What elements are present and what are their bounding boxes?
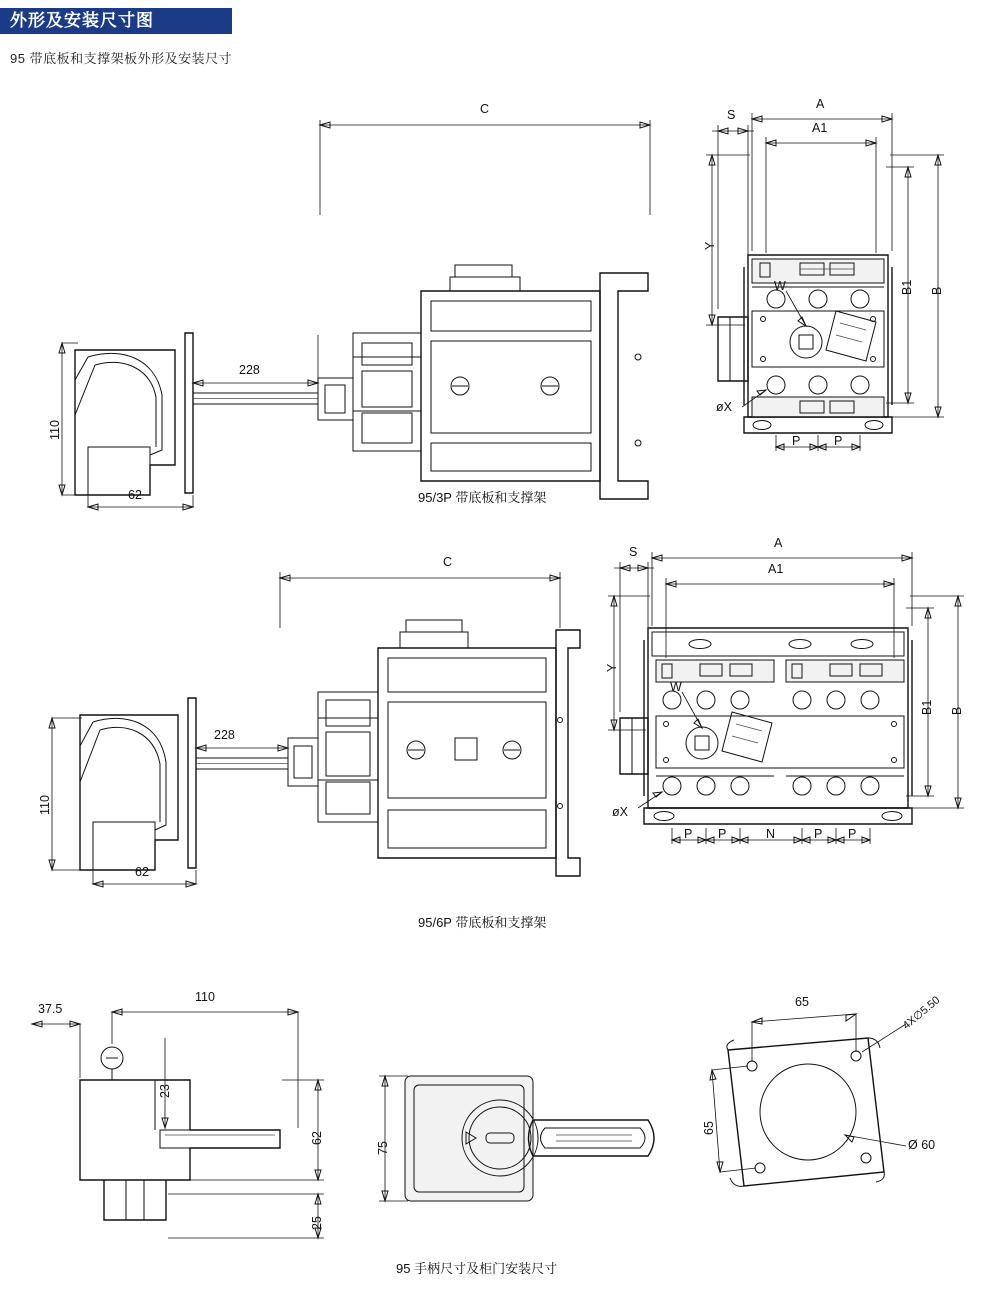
dim-w-95-3p: W [774, 279, 786, 293]
dim-62-95-3p: 62 [128, 488, 142, 502]
dim-25-handle: 25 [310, 1216, 324, 1230]
dim-a-95-3p: A [816, 97, 825, 111]
dim-ox-95-3p: øX [716, 400, 732, 414]
dim-228-95-3p: 228 [239, 363, 260, 377]
dim-a-95-6p: A [774, 536, 783, 550]
dim-n-95-6p: N [766, 827, 776, 841]
dim-37-5-handle: 37.5 [38, 1002, 63, 1016]
figure-handle [0, 980, 1000, 1290]
page-title: 外形及安装尺寸图 [10, 11, 154, 30]
dim-p2-95-6p: P [718, 827, 727, 841]
dim-b1-95-3p: B1 [900, 279, 914, 295]
dim-62-95-6p: 62 [135, 865, 149, 879]
dim-4x-holes-door: 4X∅5.50 [900, 994, 943, 1032]
dim-y-95-3p: Y [703, 241, 717, 250]
figure-handle-drawing [0, 980, 1000, 1290]
dim-75-handle: 75 [376, 1141, 390, 1155]
dim-s-95-6p: S [629, 545, 638, 559]
dim-a1-95-6p: A1 [768, 562, 784, 576]
dim-228-95-6p: 228 [214, 728, 235, 742]
figure-95-3p-drawing [0, 95, 1000, 515]
dim-p3-95-6p: P [814, 827, 823, 841]
page-subtitle: 95 带底板和支撑架板外形及安装尺寸 [10, 51, 233, 66]
figure-handle-caption: 95 手柄尺寸及柜门安装尺寸 [396, 1261, 558, 1276]
dim-110-95-6p: 110 [38, 795, 52, 815]
dim-p4-95-6p: P [848, 827, 857, 841]
dim-62-handle: 62 [310, 1131, 324, 1145]
dim-65-left-door: 65 [702, 1121, 716, 1135]
dim-110-95-3p: 110 [48, 420, 62, 440]
dim-bore-60-door: Ø 60 [908, 1138, 936, 1152]
dim-ox-95-6p: øX [612, 805, 628, 819]
dim-b-95-3p: B [930, 286, 944, 295]
figure-95-3p [0, 95, 1000, 515]
dim-b-95-6p: B [950, 706, 964, 715]
figure-95-3p-caption: 95/3P 带底板和支撑架 [418, 490, 547, 505]
dim-b1-95-6p: B1 [920, 699, 934, 715]
dim-s-95-3p: S [727, 108, 736, 122]
figure-95-6p-caption: 95/6P 带底板和支撑架 [418, 915, 547, 930]
dim-p2-95-3p: P [834, 434, 843, 448]
dim-65-top-door: 65 [795, 995, 809, 1009]
dim-c-95-6p: C [443, 555, 453, 569]
dim-p1-95-6p: P [684, 827, 693, 841]
dim-y-95-6p: Y [605, 663, 619, 672]
dim-a1-95-3p: A1 [812, 121, 828, 135]
dim-c-95-3p: C [480, 102, 490, 116]
dim-w-95-6p: W [670, 680, 682, 694]
figure-95-6p [0, 536, 1000, 960]
dim-23-handle: 23 [158, 1084, 172, 1098]
dim-p1-95-3p: P [792, 434, 801, 448]
figure-95-6p-drawing [0, 540, 1000, 960]
dim-110-handle: 110 [195, 990, 215, 1004]
